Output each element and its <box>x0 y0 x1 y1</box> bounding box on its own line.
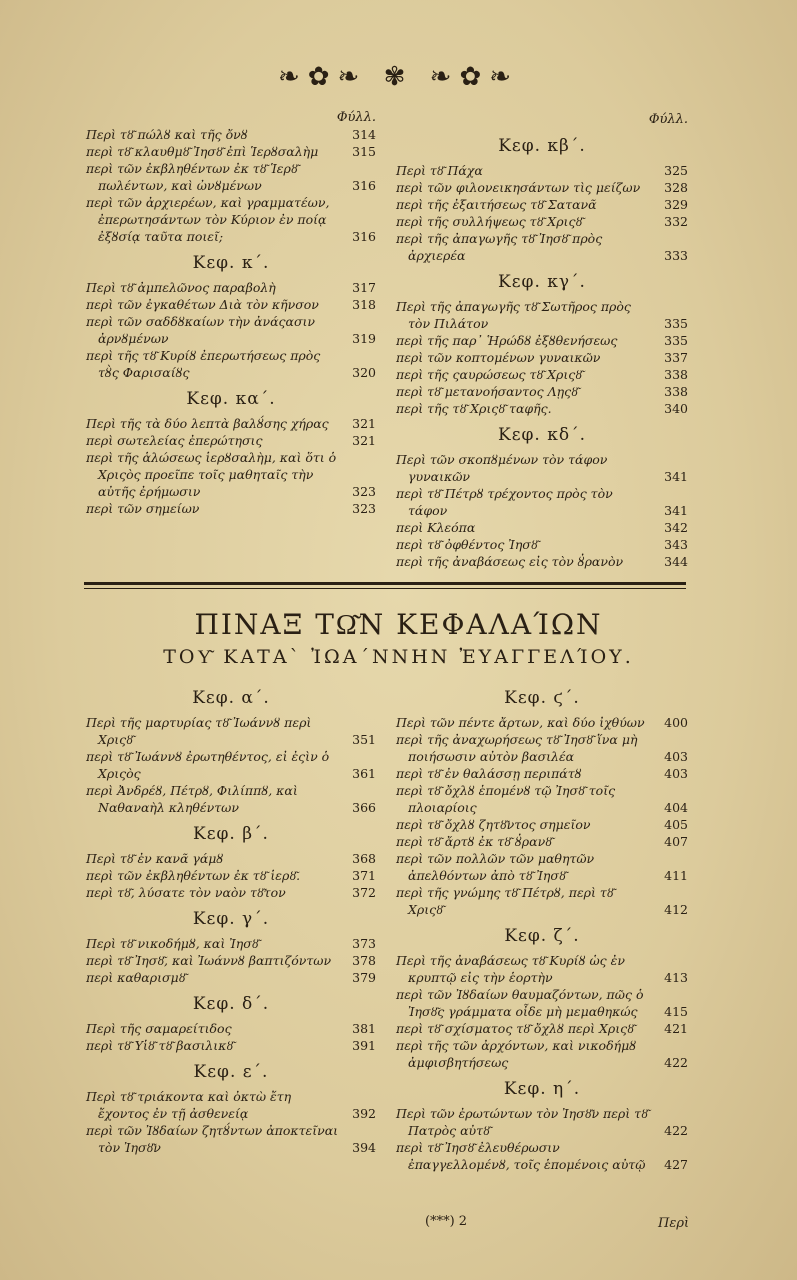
toc-entry-page: 411 <box>664 868 688 883</box>
toc-entry-text: περὶ τῆς ἐξαιτήσεως τȣ͂ Σατανᾶ <box>396 197 597 212</box>
toc-entry-text: Περὶ τȣ͂ ἀμπελῶνος παραβολὴ <box>86 280 276 295</box>
toc-entry <box>396 162 688 179</box>
toc-entry-page: 366 <box>352 800 376 815</box>
toc-entry-page: 400 <box>664 715 688 730</box>
toc-entry-text: περὶ τȣ͂ ἄρτȣ ἐκ τȣ͂ ȣ̓ρανȣ͂ <box>396 834 552 849</box>
toc-entry-text: Περὶ τῆς σαμαρείτιδος <box>86 1021 232 1036</box>
toc-entry-page: 421 <box>664 1021 688 1036</box>
toc-entry <box>396 179 688 196</box>
toc-entry <box>86 1020 376 1037</box>
toc-entry <box>396 298 688 332</box>
toc-entry-page: 329 <box>664 197 688 212</box>
toc-entry <box>86 1122 376 1156</box>
toc-entry-text: περὶ τῶν κοπτομένων γυναικῶν <box>396 350 601 365</box>
toc-entry <box>86 850 376 867</box>
toc-entry-page: 316 <box>352 229 376 244</box>
toc-entry-text: Περὶ τῶν σκοπȣμένων τὸν τάφον γυναικῶν <box>396 452 608 484</box>
folia-label: Φύλλ. <box>648 112 688 127</box>
toc-entry-text: περὶ τȣ͂ Ἰωάννȣ ἐρωτηθέντος, εἰ ἐςὶν ὁ Χριςὸς <box>86 749 330 781</box>
toc-entry-text: περὶ Κλεόπα <box>396 520 476 535</box>
toc-entry-text: περὶ τῆς τȣ͂ Χριςȣ͂ ταφῆς. <box>396 401 552 416</box>
toc-entry <box>86 935 376 952</box>
toc-entry-text: περὶ τῶν Ἰȣδαίων θαυμαζόντων, πῶς ὁ Ἰησȣ͂ς γράμματα οἶδε μὴ μεμαθηκώς <box>396 987 644 1019</box>
toc-entry-page: 407 <box>664 834 688 849</box>
toc-entry-page: 427 <box>664 1157 688 1172</box>
toc-entry <box>396 714 688 731</box>
toc-entry <box>396 816 688 833</box>
toc-entry <box>396 1020 688 1037</box>
toc-entry <box>396 196 688 213</box>
toc-entry-page: 392 <box>352 1106 376 1121</box>
toc-entry-page: 371 <box>352 868 376 883</box>
toc-entry-text: περὶ τῆς τȣ͂ Κυρίȣ ἐπερωτήσεως πρὸς τȣ̀ς Φαρισαίȣς <box>86 348 321 380</box>
toc-entry-text: περὶ τῶν πολλῶν τῶν μαθητῶν ἀπελθόντων ἀπὸ τȣ͂ Ἰησȣ͂ <box>396 851 595 883</box>
chapter-heading: Κεφ. κδ΄. <box>498 425 586 445</box>
toc-entry-text: περὶ τῶν φιλονεικησάντων τὶς μείζων <box>396 180 641 195</box>
toc-entry-page: 340 <box>664 401 688 416</box>
toc-entry-page: 403 <box>664 766 688 781</box>
toc-entry-text: περὶ τῆς παρ᾽ Ἡρώδȣ ἐξȣθενήσεως <box>396 333 618 348</box>
toc-entry-text: Περὶ τȣ͂ ἐν κανᾶ γάμȣ <box>86 851 224 866</box>
catchword: Περὶ <box>658 1216 690 1231</box>
toc-entry-page: 404 <box>664 800 688 815</box>
toc-entry <box>86 449 376 500</box>
toc-entry <box>86 748 376 782</box>
toc-entry-page: 403 <box>664 749 688 764</box>
toc-entry-text: Περὶ τῆς ἀπαγωγῆς τȣ͂ Σωτῆρος πρὸς τὸν Πιλάτον <box>396 299 631 331</box>
signature-mark: (***) 2 <box>425 1214 468 1229</box>
toc-entry-text: περὶ Ἀνδρέȣ, Πέτρȣ, Φιλίππȣ, καὶ Ναθαναὴλ κληθέντων <box>86 783 298 815</box>
toc-entry <box>396 765 688 782</box>
toc-entry-text: περὶ τῆς ἀναβάσεως εἰς τὸν ȣ̓ρανὸν <box>396 554 624 569</box>
toc-entry-page: 319 <box>352 331 376 346</box>
chapter-heading: Κεφ. κβ΄. <box>498 136 586 156</box>
toc-entry-text: Περὶ τȣ͂ πώλȣ καὶ τῆς ὄνȣ <box>86 127 248 142</box>
toc-entry-text: Περὶ τῶν ἐρωτώντων τὸν Ἰησȣ͂ν περὶ τȣ͂ Πατρὸς αὐτȣ͂ <box>396 1106 648 1138</box>
toc-entry-text: περὶ τῆς ἁλώσεως ἱερȣσαλὴμ, καὶ ὅτι ὁ Χριςὸς προεῖπε τοῖς μαθηταῖς τὴν αὐτῆς ἐρήμωσιν <box>86 450 337 499</box>
toc-entry-page: 415 <box>664 1004 688 1019</box>
toc-entry-page: 332 <box>664 214 688 229</box>
toc-entry <box>86 432 376 449</box>
toc-entry <box>396 952 688 986</box>
toc-entry-text: περὶ τȣ͂, λύσατε τὸν ναὸν τȣ͂τον <box>86 885 286 900</box>
toc-entry-page: 372 <box>352 885 376 900</box>
toc-entry-text: περὶ τῆς συλλήψεως τȣ͂ Χριςȣ͂ <box>396 214 583 229</box>
toc-entry-page: 412 <box>664 902 688 917</box>
chapter-heading: Κεφ. β΄. <box>193 824 269 844</box>
toc-entry-text: Περὶ τȣ͂ τριάκοντα καὶ ὀκτὼ ἔτη ἔχοντος ἐν τῇ ἀσθενείᾳ <box>86 1089 292 1121</box>
toc-entry-text: περὶ τȣ͂ Υἱȣ͂ τȣ͂ βασιλικȣ͂ <box>86 1038 234 1053</box>
toc-entry-page: 381 <box>352 1021 376 1036</box>
toc-entry <box>396 366 688 383</box>
toc-entry-page: 335 <box>664 316 688 331</box>
toc-entry <box>396 850 688 884</box>
toc-entry <box>86 782 376 816</box>
double-rule-top <box>84 582 686 585</box>
toc-entry-page: 342 <box>664 520 688 535</box>
toc-entry <box>396 1139 688 1173</box>
toc-entry <box>396 731 688 765</box>
toc-entry <box>86 969 376 986</box>
toc-entry <box>396 884 688 918</box>
toc-entry-text: περὶ τȣ͂ ἐν θαλάσσῃ περιπάτȣ <box>396 766 582 781</box>
toc-entry-page: 316 <box>352 178 376 193</box>
toc-entry-page: 394 <box>352 1140 376 1155</box>
chapter-heading: Κεφ. ε΄. <box>193 1062 269 1082</box>
bottom-right-column <box>396 680 688 1173</box>
ornament-header: ❧✿❧ ✾ ❧✿❧ <box>277 62 520 92</box>
toc-entry <box>396 833 688 850</box>
toc-entry-page: 314 <box>352 127 376 142</box>
toc-entry <box>396 986 688 1020</box>
toc-entry-text: περὶ τȣ͂ μετανοήσαντος Λῃςȣ͂ <box>396 384 578 399</box>
toc-entry-text: περὶ τȣ͂ Πέτρȣ τρέχοντος πρὸς τὸν τάφον <box>396 486 613 518</box>
toc-entry-page: 328 <box>664 180 688 195</box>
toc-entry-text: περὶ τῆς τῶν ἀρχόντων, καὶ νικοδήμȣ ἀμφισβητήσεως <box>396 1038 637 1070</box>
toc-entry-page: 413 <box>664 970 688 985</box>
chapter-heading: Κεφ. η΄. <box>503 1079 581 1099</box>
toc-entry-page: 325 <box>664 163 688 178</box>
toc-entry-page: 341 <box>664 469 688 484</box>
toc-entry-text: Περὶ τῶν πέντε ἄρτων, καὶ δύο ἰχθύων <box>396 715 645 730</box>
toc-entry <box>396 349 688 366</box>
toc-entry <box>86 143 376 160</box>
toc-entry <box>86 126 376 143</box>
toc-entry-page: 321 <box>352 433 376 448</box>
toc-entry-text: περὶ σωτελείας ἐπερώτησις <box>86 433 263 448</box>
toc-entry <box>86 415 376 432</box>
toc-entry <box>86 194 376 245</box>
toc-entry-page: 361 <box>352 766 376 781</box>
toc-entry-text: Περὶ τῆς τὰ δύο λεπτὰ βαλȣ́σης χήρας <box>86 416 329 431</box>
toc-entry-text: περὶ τȣ͂ ὀφθέντος Ἰησȣ͂ <box>396 537 538 552</box>
toc-entry-page: 338 <box>664 384 688 399</box>
toc-entry <box>86 500 376 517</box>
toc-entry <box>86 296 376 313</box>
toc-entry-page: 373 <box>352 936 376 951</box>
toc-entry-text: περὶ τȣ͂ ὄχλȣ ζητȣ͂ντος σημεῖον <box>396 817 591 832</box>
toc-entry-text: Περὶ τȣ͂ νικοδήμȣ, καὶ Ἰησȣ͂ <box>86 936 259 951</box>
toc-entry-text: περὶ τῆς ἀπαγωγῆς τȣ͂ Ἰησȣ͂ πρὸς ἀρχιερέα <box>396 231 603 263</box>
toc-entry <box>86 313 376 347</box>
toc-entry <box>86 347 376 381</box>
toc-entry-text: περὶ τῶν ἐκβληθέντων ἐκ τȣ͂ ἱερȣ͂. <box>86 868 301 883</box>
toc-entry-page: 320 <box>352 365 376 380</box>
chapter-heading: Κεφ. κα΄. <box>186 389 276 409</box>
toc-entry <box>396 519 688 536</box>
toc-entry-page: 422 <box>664 1055 688 1070</box>
toc-entry-text: περὶ τȣ͂ ὄχλȣ ἑπομένȣ τῷ Ἰησȣ͂ τοῖς πλοιαρίοις <box>396 783 616 815</box>
toc-entry-page: 341 <box>664 503 688 518</box>
toc-entry <box>86 714 376 748</box>
chapter-heading: Κεφ. ϛ΄. <box>504 688 580 708</box>
toc-entry-text: περὶ καθαρισμȣ͂ <box>86 970 186 985</box>
toc-entry-page: 338 <box>664 367 688 382</box>
toc-entry-text: περὶ τȣ͂ σχίσματος τȣ͂ ὄχλȣ περὶ Χριςȣ͂ <box>396 1021 634 1036</box>
toc-entry-text: περὶ τῆς γνώμης τȣ͂ Πέτρȣ, περὶ τȣ͂ Χριςȣ͂ <box>396 885 614 917</box>
toc-entry-text: περὶ τῶν ἐγκαθέτων Διὰ τὸν κῆνσον <box>86 297 319 312</box>
toc-entry-text: περὶ τȣ͂ Ἰησȣ͂ ἐλευθέρωσιν ἐπαγγελλομένȣ, τοῖς ἑπομένοις αὐτῷ <box>396 1140 646 1172</box>
toc-entry <box>86 160 376 194</box>
chapter-heading: Κεφ. α΄. <box>192 688 270 708</box>
toc-entry <box>396 230 688 264</box>
toc-entry-text: περὶ τῶν σημείων <box>86 501 200 516</box>
double-rule-bottom <box>84 588 686 589</box>
toc-entry-page: 333 <box>664 248 688 263</box>
toc-entry-page: 315 <box>352 144 376 159</box>
toc-entry-text: περὶ τῆς ἀναχωρήσεως τȣ͂ Ἰησȣ͂ ἵνα μὴ ποιήσωσιν αὐτὸν βασιλέα <box>396 732 638 764</box>
toc-entry <box>396 383 688 400</box>
toc-entry-text: περὶ τῶν σαδδȣκαίων τὴν ἀνάςασιν ἀρνȣμένων <box>86 314 315 346</box>
toc-entry <box>396 1105 688 1139</box>
toc-entry <box>86 1037 376 1054</box>
toc-entry-page: 323 <box>352 484 376 499</box>
toc-entry <box>396 536 688 553</box>
toc-entry <box>396 451 688 485</box>
chapter-heading: Κεφ. γ΄. <box>192 909 270 929</box>
chapter-heading: Κεφ. ζ΄. <box>504 926 580 946</box>
toc-entry-page: 337 <box>664 350 688 365</box>
toc-entry-text: περὶ τῶν ἐκβληθέντων ἐκ τȣ͂ Ἱερȣ͂ πωλέντων, καὶ ὠνȣμένων <box>86 161 298 193</box>
toc-entry-page: 335 <box>664 333 688 348</box>
toc-entry-text: περὶ τȣ͂ Ἰησȣ͂, καὶ Ἰωάννȣ βαπτιζόντων <box>86 953 332 968</box>
toc-entry <box>86 884 376 901</box>
toc-entry <box>86 867 376 884</box>
toc-entry-page: 422 <box>664 1123 688 1138</box>
toc-entry <box>86 952 376 969</box>
toc-entry-page: 323 <box>352 501 376 516</box>
folia-label: Φύλλ. <box>336 110 376 125</box>
toc-entry <box>86 279 376 296</box>
toc-entry <box>396 213 688 230</box>
toc-entry-page: 391 <box>352 1038 376 1053</box>
table-subtitle: ΤΟΥ͂ ΚΑΤΑ` ἸΩΑ´ΝΝΗΝ ἘΥΑΓΓΕΛΊΟΥ. <box>163 646 634 668</box>
toc-entry-page: 321 <box>352 416 376 431</box>
toc-entry-text: Περὶ τῆς μαρτυρίας τȣ͂ Ἰωάννȣ περὶ Χριςȣ͂ <box>86 715 312 747</box>
toc-entry-text: περὶ τῆς ςαυρώσεως τȣ͂ Χριςȣ͂ <box>396 367 583 382</box>
toc-entry-text: περὶ τῶν Ἰȣδαίων ζητȣ́ντων ἀποκτεῖναι τὸν Ἰησȣ͂ν <box>86 1123 339 1155</box>
toc-entry <box>396 782 688 816</box>
toc-entry-page: 318 <box>352 297 376 312</box>
toc-entry <box>396 553 688 570</box>
bottom-left-column <box>86 680 376 1156</box>
toc-entry-page: 378 <box>352 953 376 968</box>
toc-entry-text: Περὶ τῆς ἀναβάσεως τȣ͂ Κυρίȣ ὡς ἐν κρυπτῷ εἰς τὴν ἑορτὴν <box>396 953 625 985</box>
toc-entry-page: 317 <box>352 280 376 295</box>
toc-entry-page: 344 <box>664 554 688 569</box>
toc-entry <box>396 485 688 519</box>
toc-entry <box>86 1088 376 1122</box>
top-right-column <box>396 112 688 570</box>
toc-entry-text: Περὶ τȣ͂ Πάχα <box>396 163 483 178</box>
toc-entry-page: 351 <box>352 732 376 747</box>
chapter-heading: Κεφ. δ΄. <box>192 994 270 1014</box>
chapter-heading: Κεφ. κγ΄. <box>498 272 586 292</box>
chapter-heading: Κεφ. κ΄. <box>192 253 270 273</box>
toc-entry <box>396 332 688 349</box>
table-title: ΠΙΝΑΞ ΤΩ͂Ν ΚΕΦΑΛΑΊΩΝ <box>194 608 603 641</box>
toc-entry <box>396 1037 688 1071</box>
toc-entry-page: 405 <box>664 817 688 832</box>
toc-entry-text: περὶ τȣ͂ κλαυθμȣ͂ Ἰησȣ͂ ἐπὶ Ἱερȣσαλὴμ <box>86 144 319 159</box>
toc-entry-page: 379 <box>352 970 376 985</box>
toc-entry-text: περὶ τῶν ἀρχιερέων, καὶ γραμματέων, ἐπερωτησάντων τὸν Κύριον ἐν ποίᾳ ἐξȣσίᾳ ταῦτα ποιεῖ; <box>86 195 330 244</box>
toc-entry <box>396 400 688 417</box>
top-left-column <box>86 110 376 517</box>
toc-entry-page: 343 <box>664 537 688 552</box>
toc-entry-page: 368 <box>352 851 376 866</box>
